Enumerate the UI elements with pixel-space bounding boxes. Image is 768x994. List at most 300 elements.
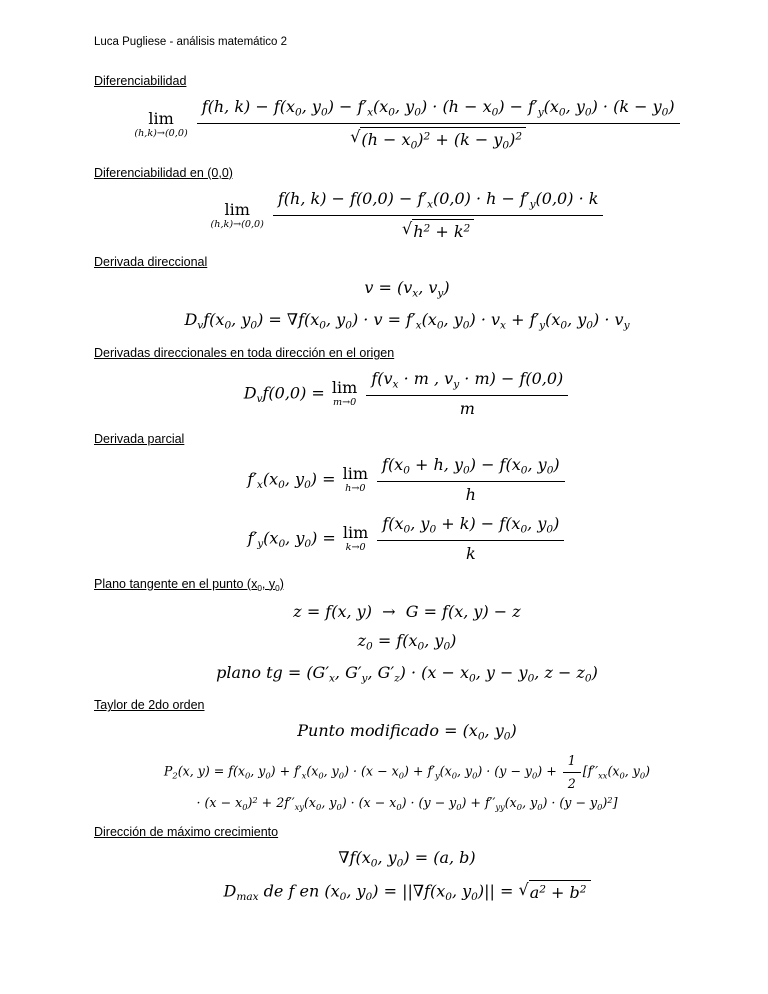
section-heading (94, 74, 720, 88)
subscript: 0 (278, 479, 285, 492)
math-text: , y (284, 469, 305, 489)
math-text: , y (484, 721, 504, 741)
subscript: 0 (463, 464, 470, 477)
section (94, 825, 720, 904)
subscript: 0 (584, 672, 592, 685)
math-text: h (465, 484, 476, 504)
superscript: 2 (539, 883, 546, 896)
math-text: ) = (311, 528, 341, 548)
math-text: , y (261, 576, 276, 591)
formula-line (94, 369, 720, 419)
subscript: v (197, 319, 204, 332)
math-text: ) (645, 764, 651, 780)
math-text: 1 (567, 753, 576, 769)
subscript: 0 (586, 319, 594, 332)
subscript: 0 (410, 139, 418, 152)
fraction (377, 514, 564, 564)
subscript: 0 (275, 583, 280, 593)
sections (94, 74, 720, 904)
math-text: , y (285, 528, 305, 548)
math-text: (0,0) · h − f′ (432, 188, 530, 208)
math-text: h (413, 221, 424, 241)
math-text: , y (323, 764, 339, 780)
subscript: 0 (396, 801, 402, 812)
math-text: + k (430, 221, 464, 241)
subscript: x (500, 319, 506, 332)
math-text: ) · (x − x (344, 764, 399, 780)
numerator (377, 514, 564, 541)
math-text: ) · (y − y (401, 794, 457, 810)
math-text: k (465, 543, 476, 563)
math-text: ) − f′ (327, 97, 368, 116)
math-text: , y (250, 764, 266, 780)
math-text: ) (417, 129, 424, 149)
subscript: 0 (619, 770, 625, 781)
math-text: ) (279, 576, 284, 591)
math-text: (x (543, 97, 559, 116)
math-text: · m) − f(0,0) (459, 369, 564, 389)
subscript: 0 (472, 770, 478, 781)
math-text: · (x − x (196, 794, 243, 810)
math-text: · m , v (398, 369, 454, 389)
subscript: 0 (338, 770, 345, 781)
subscript: 0 (366, 640, 373, 653)
math-text: [f′′ (582, 764, 599, 780)
math-text: de f en (x (258, 881, 340, 901)
square-root (518, 880, 590, 904)
subscript: 0 (250, 319, 258, 332)
subscript: 0 (451, 770, 457, 781)
subscript: y (537, 106, 544, 119)
subscript: 0 (532, 770, 538, 781)
square-root (402, 219, 474, 243)
subscript: 0 (403, 523, 411, 536)
fraction (563, 753, 581, 791)
subscript: 0 (429, 523, 437, 536)
math-text: , y (424, 630, 444, 650)
math-text: + 2f′′ (257, 794, 295, 810)
math-text: f(x (382, 454, 404, 474)
denominator (461, 541, 481, 564)
math-text: , y (527, 454, 547, 474)
limit (134, 111, 187, 139)
radicand (360, 127, 526, 153)
radicand (529, 880, 591, 904)
subscript: 0 (456, 801, 462, 812)
math-text: f(x (382, 513, 404, 533)
subscript: y (361, 672, 368, 685)
subscript: x (367, 106, 374, 119)
subscript: yy (495, 801, 505, 812)
subscript: 0 (319, 319, 326, 332)
section (94, 166, 720, 242)
limit-label: lim (148, 109, 174, 129)
math-text: ) (509, 129, 516, 149)
math-text: (x (439, 764, 452, 780)
subscript: 0 (304, 538, 312, 550)
subscript: 0 (370, 857, 378, 870)
math-text: Derivada parcial (94, 431, 185, 446)
section-heading (94, 255, 720, 269)
denominator (455, 396, 480, 419)
math-text: , y (443, 310, 463, 330)
math-text: ) (510, 721, 517, 741)
math-text: )|| = (477, 881, 519, 901)
math-text: ) · v (469, 310, 501, 330)
limit-underscript: k→0 (345, 542, 366, 554)
subscript: 0 (244, 770, 251, 781)
fraction (366, 369, 568, 419)
subscript: max (236, 891, 259, 904)
section-heading (94, 346, 720, 360)
section (94, 577, 720, 686)
math-text: , y (321, 794, 337, 810)
subscript: z (394, 672, 400, 685)
math-text: (x (304, 794, 317, 810)
math-text: ) · (x − x (399, 662, 470, 682)
subscript: y (539, 319, 546, 332)
fraction (377, 455, 565, 505)
limit (210, 199, 264, 230)
subscript: 0 (436, 319, 444, 332)
subscript: 0 (396, 857, 404, 870)
subscript: 0 (520, 523, 528, 536)
math-text: (x (306, 764, 319, 780)
math-text: Diferenciabilidad (94, 74, 187, 88)
formula-line (94, 663, 720, 686)
math-text: z (357, 630, 367, 650)
subscript: 2 (172, 770, 178, 781)
formula-line (94, 753, 720, 791)
subscript: 0 (316, 801, 322, 812)
math-text: f(0,0) = (262, 383, 330, 403)
limit-underscript: h→0 (345, 483, 366, 495)
subscript: 0 (388, 106, 395, 119)
formula-line (94, 880, 720, 904)
math-text: a (529, 883, 540, 903)
math-text: ) · (h − x (420, 97, 492, 116)
section-heading (94, 432, 720, 446)
section (94, 432, 720, 564)
math-text: v = (v (364, 278, 413, 298)
math-text: plano tg = (G′ (216, 662, 329, 682)
math-text: , y (522, 794, 538, 810)
numerator (197, 97, 680, 124)
math-text: , y (527, 513, 547, 533)
math-text: ) · (x − x (341, 794, 397, 810)
subscript: 0 (345, 319, 352, 332)
numerator (563, 753, 581, 773)
subscript: 0 (584, 106, 592, 119)
subscript: y (453, 378, 460, 391)
math-text: f(x (203, 310, 225, 330)
subscript: 0 (520, 464, 528, 477)
numerator (273, 189, 604, 216)
math-text: (x (373, 97, 389, 116)
math-text: f′ (247, 528, 258, 548)
math-text: Plano tangente en el punto (x (94, 576, 258, 591)
section (94, 255, 720, 333)
math-text: , G′ (334, 662, 362, 682)
math-text: z = f(x, y) → G = f(x, y) − z (293, 601, 521, 621)
formula-line (94, 455, 720, 505)
math-text: + k) − f(x (436, 513, 521, 533)
math-text: , y (567, 310, 587, 330)
subscript: x (256, 479, 263, 492)
numerator (377, 455, 565, 482)
subscript: x (301, 770, 307, 781)
math-text: ) − f(x (469, 454, 521, 474)
denominator (461, 482, 481, 505)
document-header: Luca Pugliese - análisis matemático 2 (94, 36, 288, 48)
subscript: 0 (242, 801, 248, 812)
math-text: + h, y (409, 454, 464, 474)
subscript: 0 (257, 583, 262, 593)
math-text: , y (346, 881, 366, 901)
math-text: + f′ (505, 310, 540, 330)
math-text: ) = (310, 469, 341, 489)
formula-line (94, 278, 720, 301)
math-text: ) · v = f′ (351, 310, 416, 330)
subscript: 0 (477, 731, 485, 744)
math-text: Diferenciabilidad en (0,0) (94, 165, 233, 180)
math-text: , y (624, 764, 640, 780)
subscript: x (412, 288, 419, 300)
limit-underscript: m→0 (333, 397, 357, 409)
limit-label: lim (331, 378, 358, 398)
math-text: f(v (371, 369, 393, 389)
math-text: ) = ||∇f(x (372, 881, 446, 901)
formula-line (94, 721, 720, 744)
math-text: , y (231, 310, 251, 330)
subscript: 0 (537, 801, 543, 812)
subscript: 0 (560, 319, 568, 332)
math-text: , y (451, 881, 472, 901)
math-text: + (k − y (430, 129, 503, 149)
subscript: y (623, 319, 630, 332)
math-text: , G′ (367, 662, 395, 682)
superscript: 2 (579, 883, 587, 896)
limit (343, 525, 368, 553)
subscript: xx (598, 770, 608, 781)
math-text: 2 (567, 776, 576, 792)
math-text: Dirección de máximo crecimiento (94, 825, 279, 840)
limit (343, 466, 368, 494)
subscript: x (392, 378, 399, 391)
math-text: (x (263, 528, 279, 548)
superscript: 2 (423, 130, 431, 143)
math-text: (x (607, 764, 620, 780)
math-text: , y (326, 310, 346, 330)
math-text: f(h, k) − f(0,0) − f′ (277, 188, 427, 208)
math-text: (x (504, 794, 517, 810)
section-heading (94, 698, 720, 712)
math-text: f′ (247, 469, 257, 489)
subscript: y (437, 288, 444, 300)
radical-sign: √ (402, 218, 413, 238)
subscript: 0 (320, 106, 328, 119)
subscript: 0 (546, 464, 554, 477)
math-text: D (184, 310, 198, 330)
subscript: 0 (417, 640, 425, 653)
denominator (563, 773, 581, 792)
subscript: 0 (546, 523, 554, 536)
superscript: 2 (607, 794, 613, 805)
subscript: x (427, 198, 433, 211)
subscript: 0 (469, 672, 476, 685)
limit (332, 380, 357, 408)
subscript: 0 (558, 106, 566, 119)
formula-line (94, 97, 720, 153)
limit-label: lim (342, 523, 369, 543)
math-text: ∇f(x (338, 848, 371, 868)
math-text: , y (395, 97, 415, 116)
math-text: (x (262, 469, 279, 489)
math-text: D (243, 383, 257, 403)
superscript: 2 (423, 222, 431, 235)
math-text: , z − z (534, 662, 585, 682)
subscript: 0 (445, 891, 452, 904)
subscript: 0 (339, 891, 347, 904)
superscript: 2 (463, 222, 471, 235)
math-text: , y (565, 97, 585, 116)
math-text: ) + (537, 764, 561, 780)
math-text: Derivadas direccionales en toda dirección en el origen (94, 346, 395, 361)
math-text: (x (421, 310, 437, 330)
formula-line (94, 602, 720, 622)
math-text: , v (418, 278, 438, 298)
formula-line (94, 310, 720, 333)
subscript: 0 (491, 106, 499, 119)
subscript: 0 (462, 319, 470, 332)
subscript: 0 (527, 672, 535, 685)
section-heading (94, 577, 720, 593)
subscript: v (256, 393, 263, 406)
formula-line (94, 514, 720, 564)
subscript: 0 (265, 770, 271, 781)
math-text: ) = ∇f(x (257, 310, 320, 330)
math-text: ) (450, 630, 457, 650)
math-text: P (163, 764, 173, 780)
math-text: , y (377, 848, 397, 868)
math-text: ) − f′ (498, 97, 538, 116)
subscript: 0 (365, 891, 373, 904)
subscript: xy (294, 801, 304, 812)
subscript: 0 (661, 106, 669, 119)
section (94, 74, 720, 153)
math-text: (h − x (361, 129, 411, 149)
subscript: y (529, 198, 536, 211)
formula-line (94, 189, 720, 242)
section-heading (94, 825, 720, 839)
subscript: y (434, 770, 440, 781)
section-heading (94, 166, 720, 180)
subscript: y (257, 538, 264, 550)
math-text: ) (553, 454, 560, 474)
math-text: f(h, k) − f(x (201, 97, 296, 116)
subscript: 0 (403, 464, 410, 477)
superscript: 2 (515, 130, 523, 143)
subscript: 0 (502, 139, 510, 152)
math-text: Punto modificado = (x (297, 721, 478, 741)
limit-underscript: (h,k)→(0,0) (210, 218, 264, 230)
math-text: ) · v (593, 310, 624, 330)
math-text: ) · (y − y (477, 764, 532, 780)
radical-sign: √ (350, 126, 361, 146)
subscript: 0 (304, 479, 311, 492)
formula-line (94, 795, 720, 812)
subscript: 0 (398, 770, 404, 781)
math-text: ) + f′′ (461, 794, 496, 810)
subscript: x (328, 672, 335, 685)
math-text: ) (591, 662, 598, 682)
radicand (412, 219, 474, 243)
square-root (350, 127, 526, 153)
section (94, 346, 720, 419)
numerator (366, 369, 568, 396)
math-text: + b (545, 883, 580, 903)
subscript: 0 (414, 106, 421, 119)
math-text: ) + f′ (403, 764, 435, 780)
denominator (345, 124, 531, 153)
denominator (397, 216, 479, 243)
subscript: 0 (516, 801, 523, 812)
fraction (197, 97, 680, 153)
math-text: , y (456, 764, 473, 780)
math-text: Derivada direccional (94, 255, 208, 270)
math-text: ) (553, 513, 560, 533)
math-text: m (459, 398, 475, 418)
radical-sign: √ (518, 880, 529, 900)
math-text: ) (602, 794, 608, 810)
subscript: 0 (443, 640, 451, 653)
math-text: , y (410, 513, 430, 533)
math-text: , y (301, 97, 321, 116)
fraction (273, 189, 604, 242)
math-text: ] (612, 794, 618, 810)
subscript: 0 (471, 891, 478, 904)
subscript: 0 (224, 319, 232, 332)
math-text: ) = (a, b) (403, 848, 476, 868)
superscript: 2 (252, 794, 258, 805)
limit-underscript: (h,k)→(0,0) (134, 128, 188, 140)
section (94, 698, 720, 812)
math-text: ) (443, 278, 450, 298)
limit-label: lim (224, 199, 250, 219)
subscript: 0 (336, 801, 342, 812)
math-text: ) (668, 97, 675, 116)
subscript: 0 (318, 770, 324, 781)
subscript: x (415, 319, 422, 332)
subscript: 0 (597, 801, 603, 812)
limit-label: lim (342, 464, 369, 484)
subscript: 0 (503, 731, 511, 744)
math-text: , y − y (475, 662, 528, 682)
math-text: ) · (y − y (542, 794, 598, 810)
math-text: = f(x (372, 630, 418, 650)
formula-line (94, 631, 720, 654)
formula-line (94, 848, 720, 871)
subscript: 0 (639, 770, 646, 781)
math-text: ) · (k − y (591, 97, 662, 116)
subscript: 0 (295, 106, 302, 119)
math-text: Taylor de 2do orden (94, 698, 205, 713)
math-text: ) (247, 794, 253, 810)
math-text: D (223, 881, 237, 901)
math-text: (0,0) · k (535, 188, 599, 208)
subscript: 0 (278, 538, 286, 550)
math-text: (x (545, 310, 561, 330)
